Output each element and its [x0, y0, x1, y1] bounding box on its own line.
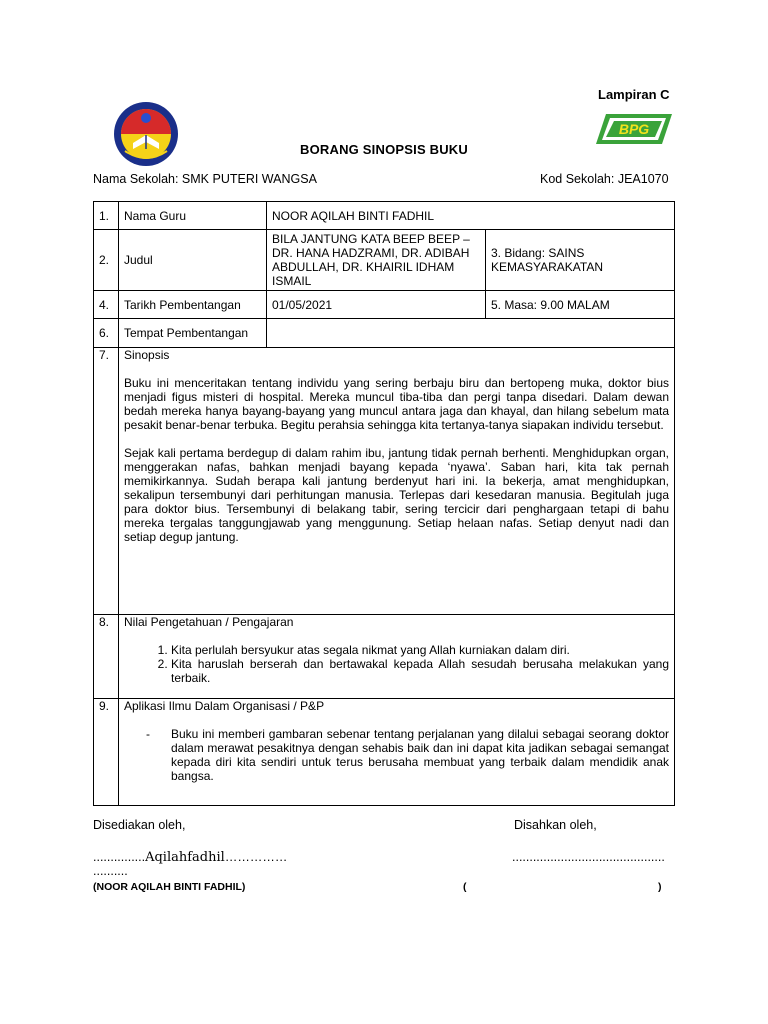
row-number: 7.	[94, 348, 119, 615]
form-title: BORANG SINOPSIS BUKU	[300, 142, 468, 157]
list-item: - Buku ini memberi gambaran sebenar tentang perjalanan yang dilalui sebagai seorang doktor dalam merawat pesakitnya dengan sehabis baik dan ini dapat kita jadikan sebagai semangat kepada diri kita sendiri untuk terus berusaha membuat yang terbaik dalam mendidik anak bangsa.	[146, 727, 669, 783]
signature-dots: ...............	[93, 850, 146, 864]
date-value: 01/05/2021	[267, 291, 486, 319]
list-item: 2. Kita haruslah berserah dan bertawakal kepada Allah sesudah berusaha melakukan yang terbaik.	[171, 657, 669, 685]
ministry-logo	[113, 101, 179, 167]
synopsis-cell	[119, 348, 675, 615]
school-name: Nama Sekolah: SMK PUTERI WANGSA	[93, 172, 317, 186]
teacher-name-value: NOOR AQILAH BINTI FADHIL	[267, 202, 675, 230]
row-title	[94, 230, 675, 291]
row-label: Judul	[119, 230, 267, 291]
signature: Aqilahfadhil	[145, 850, 225, 865]
approver-signature-line: ............................................	[512, 850, 665, 864]
bpg-logo-text: BPG	[618, 121, 650, 137]
row-label: Tarikh Pembentangan	[119, 291, 267, 319]
list-item: 1. Kita perlulah bersyukur atas segala nikmat yang Allah kurniakan dalam diri.	[171, 643, 669, 657]
approved-by-label: Disahkan oleh,	[514, 818, 597, 832]
row-number: 2.	[94, 230, 119, 291]
lampiran-label: Lampiran C	[598, 87, 670, 102]
row-teacher-name	[94, 202, 675, 230]
row-date	[94, 291, 675, 319]
signature-dots-tail: ……………	[224, 850, 288, 864]
synopsis-paragraph-1: Buku ini menceritakan tentang individu yang sering berbaju biru dan bertopeng muka, doktor bius menjadi figus misteri di hospital. Mereka muncul tiba-tiba dan pergi tanpa disedari. Dalam dewan bedah mereka hanya bayang-bayang yang muncul antara jaga dan khayal, dan hilang sebelum mata pesakit benar-benar terbuka. Begitu perahsia sehingga kita tertanya-tanya siapakan individu tersebut.	[124, 376, 669, 432]
synopsis-paragraph-2: Sejak kali pertama berdegup di dalam rahim ibu, jantung tidak pernah berhenti. Menghidupkan organ, menggerakan nafas, bahkan menjadi bayang kepada ‘nyawa’. Saban hari, kita tak pernah memikirkannya. Sudah berapa kali jantung berdenyut hari ini. Ia bekerja, amat menghidupkan, sekalipun tersembunyi dari perhitungan manusia. Terlepas dari kesedaran manusia. Begitulah juga para doktor bius. Tersembunyi di belakang tabir, sering tercicir dari penghargaan tetapi di bahu mereka tergalas tanggungjawab yang menggunung. Setiap helaan nafas. Setiap denyut nadi dan setiap degup jantung.	[124, 446, 669, 544]
row-values	[94, 615, 675, 699]
time-value: 5. Masa: 9.00 MALAM	[486, 291, 675, 319]
application-cell	[119, 699, 675, 806]
row-label: Nilai Pengetahuan / Pengajaran	[124, 615, 294, 629]
row-number: 9.	[94, 699, 119, 806]
field-value: 3. Bidang: SAINS KEMASYARAKATAN	[486, 230, 675, 291]
values-cell	[119, 615, 675, 699]
book-title-value: BILA JANTUNG KATA BEEP BEEP – DR. HANA HADZRAMI, DR. ADIBAH ABDULLAH, DR. KHAIRIL IDHAM ISMAIL	[267, 230, 486, 291]
school-code: Kod Sekolah: JEA1070	[540, 172, 669, 186]
row-number: 8.	[94, 615, 119, 699]
row-label: Nama Guru	[119, 202, 267, 230]
row-synopsis	[94, 348, 675, 615]
row-number: 1.	[94, 202, 119, 230]
row-label: Aplikasi Ilmu Dalam Organisasi / P&P	[124, 699, 325, 713]
signature-dots-wrap: ..........	[93, 864, 128, 878]
venue-value	[267, 319, 675, 348]
row-label: Tempat Pembentangan	[119, 319, 267, 348]
preparer-name: (NOOR AQILAH BINTI FADHIL)	[93, 881, 246, 893]
prepared-by-label: Disediakan oleh,	[93, 818, 186, 832]
synopsis-form-table	[93, 201, 675, 806]
values-list	[124, 643, 669, 685]
row-label: Sinopsis	[124, 348, 170, 362]
row-number: 6.	[94, 319, 119, 348]
bpg-logo	[596, 112, 672, 146]
approver-name-open: (	[463, 881, 467, 893]
row-number: 4.	[94, 291, 119, 319]
approver-name-close: )	[658, 881, 662, 893]
row-venue	[94, 319, 675, 348]
signature-line	[93, 850, 287, 865]
row-application	[94, 699, 675, 806]
application-list	[124, 727, 669, 783]
